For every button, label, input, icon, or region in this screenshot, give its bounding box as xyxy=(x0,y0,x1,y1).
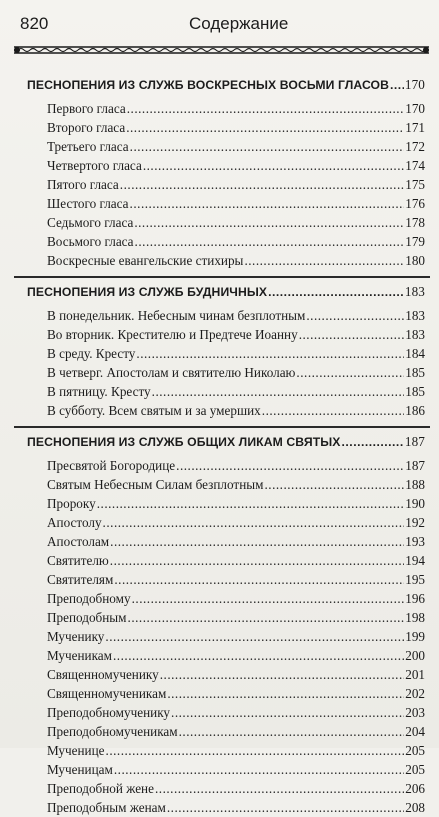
ornament-motif xyxy=(150,49,162,52)
toc-entry-label: Воскресные евангельские стихиры xyxy=(47,253,244,268)
toc-entry-label: В четверг. Апостолам и святителю Николаю xyxy=(47,365,296,380)
toc-entry-page: 184 xyxy=(405,346,425,361)
dot-leader xyxy=(167,684,404,703)
toc-entry[interactable] xyxy=(0,401,439,420)
dot-leader xyxy=(106,741,405,760)
ornament-motif xyxy=(174,49,186,52)
section-heading-page: 183 xyxy=(404,284,425,299)
dot-leader xyxy=(176,456,404,475)
ornament-motif xyxy=(270,49,282,52)
toc-entry-page: 190 xyxy=(405,496,425,511)
toc-entry-page: 176 xyxy=(405,196,425,211)
toc-entry-label: В субботу. Всем святым и за умерших xyxy=(47,403,261,418)
dot-leader xyxy=(268,283,404,301)
toc-entry-page: 205 xyxy=(405,743,425,758)
toc-entry[interactable] xyxy=(0,475,439,494)
ornament-motif xyxy=(126,49,138,52)
toc-entry-page: 205 xyxy=(405,762,425,777)
ornament-motif xyxy=(378,49,390,52)
toc-entry-label: Святителям xyxy=(47,572,114,587)
toc-entry-label: Седьмого гласа xyxy=(47,215,134,230)
ornament-motif xyxy=(90,49,102,52)
toc-entry-label: Мученикам xyxy=(47,648,112,663)
toc-entry[interactable] xyxy=(0,665,439,684)
toc-entry-label: Апостолам xyxy=(47,534,110,549)
toc-entry[interactable] xyxy=(0,194,439,213)
toc-entry-page: 178 xyxy=(405,215,425,230)
ornament-end-dot xyxy=(15,48,20,53)
ornament-motif xyxy=(66,49,78,52)
ornament-motif xyxy=(354,49,366,52)
dot-leader xyxy=(126,118,404,137)
dot-leader xyxy=(143,156,404,175)
toc-entry-label: Священномученику xyxy=(47,667,159,682)
toc-entry[interactable] xyxy=(0,703,439,722)
toc-entry-page: 188 xyxy=(405,477,425,492)
dot-leader xyxy=(110,551,404,570)
ornamental-border xyxy=(14,42,429,58)
toc-entry[interactable] xyxy=(0,798,439,817)
toc-entry-label: Преподобным женам xyxy=(47,800,166,815)
toc-entry-page: 179 xyxy=(405,234,425,249)
toc-entry[interactable] xyxy=(0,494,439,513)
dot-leader xyxy=(103,513,405,532)
toc-entry[interactable] xyxy=(0,456,439,475)
toc-entry-label: В пятницу. Кресту xyxy=(47,384,151,399)
ornament-motif xyxy=(294,49,306,52)
toc-entry-page: 206 xyxy=(405,781,425,796)
dot-leader xyxy=(152,382,405,401)
ornament-end-dot xyxy=(424,48,429,53)
ornament-motif xyxy=(390,49,402,52)
toc-entry-label: Преподобным xyxy=(47,610,127,625)
toc-entry-page: 194 xyxy=(405,553,425,568)
section-heading[interactable] xyxy=(0,283,439,301)
toc-entry-label: Во вторник. Крестителю и Предтече Иоанну xyxy=(47,327,298,342)
toc-entry[interactable] xyxy=(0,325,439,344)
dot-leader xyxy=(97,494,405,513)
toc-entry-page: 183 xyxy=(405,308,425,323)
section-heading-page: 170 xyxy=(404,77,425,92)
section-heading-label: ПЕСНОПЕНИЯ ИЗ СЛУЖБ ВОСКРЕСНЫХ ВОСЬМИ ГЛАСОВ xyxy=(27,78,390,92)
toc-entry-label: Преподобномученикам xyxy=(47,724,178,739)
toc-entry-page: 170 xyxy=(405,101,425,116)
toc-entry[interactable] xyxy=(0,627,439,646)
toc-entry-page: 193 xyxy=(405,534,425,549)
toc-entry-page: 187 xyxy=(405,458,425,473)
toc-entry-page: 198 xyxy=(405,610,425,625)
toc-entry-page: 185 xyxy=(405,384,425,399)
toc-entry[interactable] xyxy=(0,760,439,779)
dot-leader xyxy=(135,232,405,251)
section-heading[interactable] xyxy=(0,433,439,451)
dot-leader xyxy=(244,251,404,270)
toc-entry-label: Восьмого гласа xyxy=(47,234,134,249)
toc-entry[interactable] xyxy=(0,213,439,232)
toc-entry-label: Преподобной жене xyxy=(47,781,154,796)
toc-entry-page: 201 xyxy=(405,667,425,682)
toc-entry-label: Священномученикам xyxy=(47,686,167,701)
toc-entry-page: 204 xyxy=(405,724,425,739)
dot-leader xyxy=(390,76,404,94)
toc-entry-page: 208 xyxy=(405,800,425,815)
toc-entry-page: 185 xyxy=(405,365,425,380)
toc-entry-label: Святителю xyxy=(47,553,109,568)
ornament-motif xyxy=(42,49,54,52)
ornament-motif xyxy=(246,49,258,52)
toc-entry[interactable] xyxy=(0,684,439,703)
toc-entry-page: 171 xyxy=(405,120,425,135)
dot-leader xyxy=(120,175,404,194)
toc-entry-page: 172 xyxy=(405,139,425,154)
ornament-motif xyxy=(138,49,150,52)
ornament-motif xyxy=(102,49,114,52)
toc-entry-page: 196 xyxy=(405,591,425,606)
dot-leader xyxy=(171,703,404,722)
toc-entry-label: Пророку xyxy=(47,496,96,511)
ornament-motif xyxy=(78,49,90,52)
dot-leader xyxy=(296,363,404,382)
page-number: 820 xyxy=(20,14,49,33)
toc-entry[interactable] xyxy=(0,99,439,118)
ornament-motif xyxy=(198,49,210,52)
toc-entry[interactable] xyxy=(0,551,439,570)
toc-entry[interactable] xyxy=(0,175,439,194)
ornament-motif xyxy=(330,49,342,52)
dot-leader xyxy=(262,401,404,420)
toc-entry[interactable] xyxy=(0,722,439,741)
ornament-motif xyxy=(282,49,294,52)
toc-entry[interactable] xyxy=(0,513,439,532)
dot-leader xyxy=(160,665,404,684)
ornament-motif xyxy=(222,49,234,52)
toc-entry-label: Третьего гласа xyxy=(47,139,129,154)
dot-leader xyxy=(167,798,404,817)
dot-leader xyxy=(105,627,404,646)
ornament-motif xyxy=(210,49,222,52)
toc-entry-page: 186 xyxy=(405,403,425,418)
dot-leader xyxy=(264,475,404,494)
dot-leader xyxy=(132,589,405,608)
toc-entry[interactable] xyxy=(0,306,439,325)
toc-entry[interactable] xyxy=(0,118,439,137)
page-header xyxy=(14,10,429,50)
dot-leader xyxy=(130,194,405,213)
toc-entry-page: 195 xyxy=(405,572,425,587)
ornament-motif xyxy=(258,49,270,52)
toc-entry-label: Шестого гласа xyxy=(47,196,129,211)
toc-entry-page: 183 xyxy=(405,327,425,342)
dot-leader xyxy=(110,532,404,551)
dot-leader xyxy=(342,433,404,451)
toc-entry-label: Пресвятой Богородице xyxy=(47,458,176,473)
toc-section-common xyxy=(0,433,439,817)
toc-entry-label: Мученице xyxy=(47,743,105,758)
toc-entry-label: Святым Небесным Силам безплотным xyxy=(47,477,264,492)
dot-leader xyxy=(306,306,404,325)
ornament-motif xyxy=(234,49,246,52)
toc-entry[interactable] xyxy=(0,570,439,589)
dot-leader xyxy=(128,608,405,627)
toc-section-sunday xyxy=(0,76,439,283)
toc-entry[interactable] xyxy=(0,779,439,798)
dot-leader xyxy=(127,99,405,118)
toc-entry[interactable] xyxy=(0,608,439,627)
table-of-contents xyxy=(0,76,439,817)
toc-entry-page: 180 xyxy=(405,253,425,268)
dot-leader xyxy=(155,779,404,798)
toc-entry-page: 175 xyxy=(405,177,425,192)
dot-leader xyxy=(134,213,404,232)
toc-entry-page: 200 xyxy=(405,648,425,663)
toc-entry[interactable] xyxy=(0,137,439,156)
toc-entry[interactable] xyxy=(0,741,439,760)
toc-entry-label: Четвертого гласа xyxy=(47,158,142,173)
toc-entry[interactable] xyxy=(0,232,439,251)
toc-entry-page: 174 xyxy=(405,158,425,173)
toc-entry[interactable] xyxy=(0,156,439,175)
section-heading-label: ПЕСНОПЕНИЯ ИЗ СЛУЖБ ОБЩИХ ЛИКАМ СВЯТЫХ xyxy=(27,435,341,449)
toc-entry-label: Первого гласа xyxy=(47,101,126,116)
toc-entry-label: Преподобному xyxy=(47,591,131,606)
ornament-motif xyxy=(402,49,414,52)
toc-entry-page: 199 xyxy=(405,629,425,644)
section-heading-label: ПЕСНОПЕНИЯ ИЗ СЛУЖБ БУДНИЧНЫХ xyxy=(27,285,268,299)
toc-entry[interactable] xyxy=(0,532,439,551)
toc-entry-page: 192 xyxy=(405,515,425,530)
toc-entry-label: Мученику xyxy=(47,629,105,644)
dot-leader xyxy=(179,722,405,741)
toc-entry-label: В среду. Кресту xyxy=(47,346,136,361)
toc-entry[interactable] xyxy=(0,344,439,363)
ornament-motif xyxy=(186,49,198,52)
toc-entry[interactable] xyxy=(0,589,439,608)
ornament-motif xyxy=(306,49,318,52)
toc-entry-label: Преподобномученику xyxy=(47,705,171,720)
dot-leader xyxy=(114,570,404,589)
toc-entry-label: Мученицам xyxy=(47,762,113,777)
dot-leader xyxy=(299,325,405,344)
ornament-motif xyxy=(54,49,66,52)
running-title: Содержание xyxy=(189,14,289,33)
ornament-motif xyxy=(342,49,354,52)
toc-entry[interactable] xyxy=(0,251,439,270)
dot-leader xyxy=(113,646,404,665)
section-heading-page: 187 xyxy=(404,434,425,449)
toc-entry[interactable] xyxy=(0,382,439,401)
ornament-motif xyxy=(114,49,126,52)
toc-entry-page: 202 xyxy=(405,686,425,701)
dot-leader xyxy=(130,137,405,156)
toc-entry[interactable] xyxy=(0,646,439,665)
toc-section-weekday xyxy=(0,283,439,433)
toc-entry-label: Апостолу xyxy=(47,515,102,530)
ornament-motif xyxy=(162,49,174,52)
dot-leader xyxy=(136,344,404,363)
ornament-motif xyxy=(30,49,42,52)
ornament-motif xyxy=(318,49,330,52)
toc-entry-label: Второго гласа xyxy=(47,120,126,135)
section-heading[interactable] xyxy=(0,76,439,94)
toc-entry-page: 203 xyxy=(405,705,425,720)
ornament-motif xyxy=(366,49,378,52)
toc-entry[interactable] xyxy=(0,363,439,382)
dot-leader xyxy=(114,760,404,779)
toc-entry-label: Пятого гласа xyxy=(47,177,119,192)
toc-entry-label: В понедельник. Небесным чинам безплотным xyxy=(47,308,306,323)
